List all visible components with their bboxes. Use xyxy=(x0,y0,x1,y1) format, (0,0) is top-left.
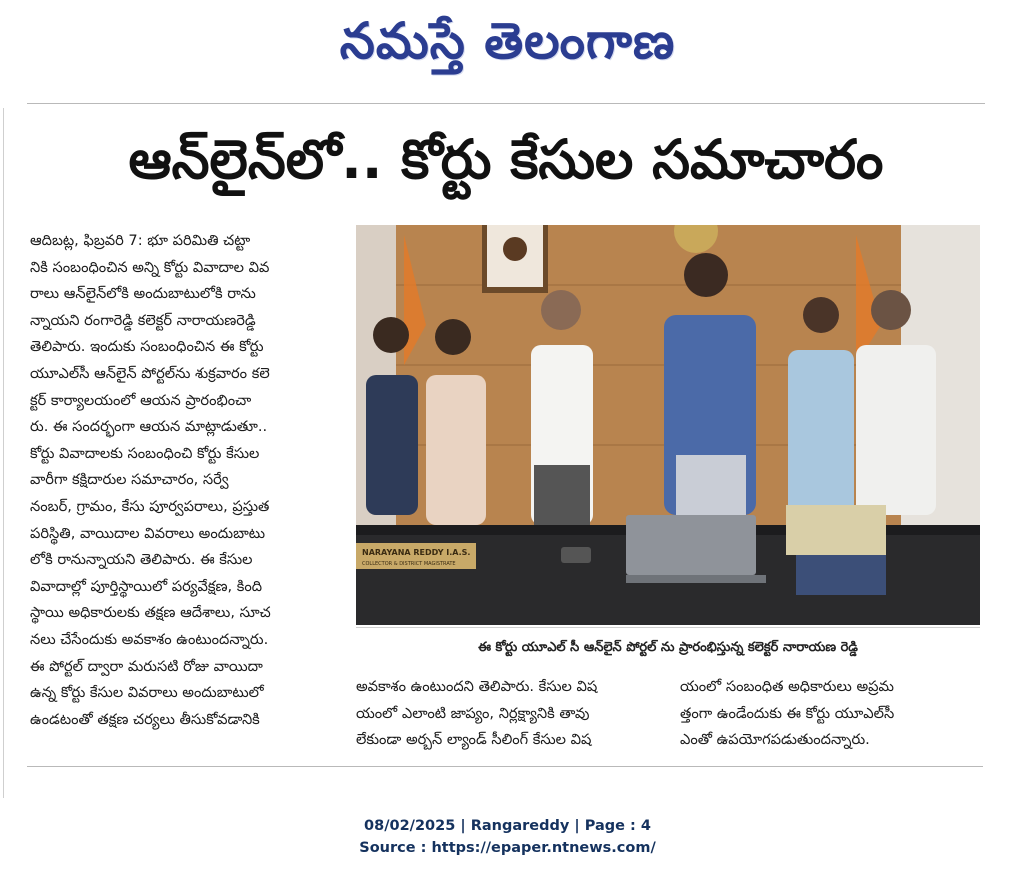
article-text-line: తెలిపారు. ఇందుకు సంబంధించిన ఈ కోర్టు xyxy=(30,338,264,356)
article-text-line: ఆదిబట్ల, ఫిబ్రవరి 7: భూ పరిమితి చట్టా xyxy=(30,232,251,249)
article-text-line: లేకుండా అర్బన్ ల్యాండ్ సీలింగ్ కేసుల విష xyxy=(356,731,592,749)
article-text-line: త్తంగా ఉండేందుకు ఈ కోర్టు యూఎల్‌సీ xyxy=(680,704,895,722)
article-text-line: నలు చేసేందుకు అవకాశం ఉంటుందన్నారు. xyxy=(30,630,269,648)
bottom-rule xyxy=(27,766,983,767)
footer-source-link[interactable]: Source : https://epaper.ntnews.com/ xyxy=(359,840,656,856)
article-text-line: రు. ఈ సందర్భంగా ఆయన మాట్లాడుతూ.. xyxy=(30,418,268,436)
article-text-line: వివాదాల్లో పూర్తిస్థాయిలో పర్యవేక్షణ, కింది xyxy=(30,577,263,595)
article-text-line: ఈ పోర్టల్ ద్వారా మరుసటి రోజు వాయిదా xyxy=(30,657,263,675)
article-column-bottom-right xyxy=(680,674,980,754)
top-rule xyxy=(27,103,985,104)
article-text-line: యంలో ఎలాంటి జాప్యం, నిర్లక్ష్యానికి తావు xyxy=(356,704,590,722)
article-text-line: న్నాయని రంగారెడ్డి కలెక్టర్ నారాయణరెడ్డి xyxy=(30,311,256,329)
article-text-line: నికి సంబంధించిన అన్ని కోర్టు వివాదాల వివ xyxy=(30,258,270,276)
article-column-left xyxy=(30,228,354,733)
nameplate-text: NARAYANA REDDY I.A.S. xyxy=(362,548,471,557)
article-text-line: క్టర్ కార్యాలయంలో ఆయన ప్రారంభించా xyxy=(30,391,252,409)
masthead xyxy=(0,0,1015,90)
article-text-line: కోర్టు వివాదాలకు సంబంధించి కోర్టు కేసుల xyxy=(30,444,260,462)
article-text-line: వారీగా కక్షిదారుల సమాచారం, సర్వే xyxy=(30,471,229,489)
caption-rule xyxy=(356,627,980,628)
article-text-line: పరిస్థితి, వాయిదాల వివరాలు అందుబాటు xyxy=(30,524,266,542)
article-text-line: యంలో సంబంధిత అధికారులు అప్రమ xyxy=(680,678,894,695)
newspaper-logo: నమస్తే తెలంగాణ xyxy=(339,12,676,70)
article-photo xyxy=(356,225,980,625)
article-text-line: లోకి రానున్నాయని తెలిపారు. ఈ కేసుల xyxy=(30,551,253,569)
left-border-rule xyxy=(3,108,4,798)
footer-date-edition: 08/02/2025 | Rangareddy | Page : 4 xyxy=(364,818,651,834)
article-text-line: ఉండటంతో తక్షణ చర్యలు తీసుకోవడానికి xyxy=(30,710,260,728)
footer xyxy=(0,815,1015,859)
nameplate-subtext: COLLECTOR & DISTRICT MAGISTRATE xyxy=(362,561,456,567)
article-headline: ఆన్‌లైన్‌లో.. కోర్టు కేసుల సమాచారం xyxy=(128,128,884,191)
article-text-line: ఉన్న కోర్టు కేసుల వివరాలు అందుబాటులో xyxy=(30,684,264,702)
article-text-line: యూఎల్‌సీ ఆన్‌లైన్ పోర్టల్‌ను శుక్రవారం కలె xyxy=(30,364,270,382)
article-text-line: ఎంతో ఉపయోగపడుతుందన్నారు. xyxy=(680,731,870,749)
photo-caption: ఈ కోర్టు యూఎల్ సీ ఆన్‌లైన్ పోర్టల్ ను ప్రారంభిస్తున్న కలెక్టర్ నారాయణ రెడ్డి xyxy=(478,640,858,655)
article-text-line: అవకాశం ఉంటుందని తెలిపారు. కేసుల విష xyxy=(356,678,598,695)
article-column-bottom-middle xyxy=(356,674,656,754)
article-text-line: నంబర్, గ్రామం, కేసు పూర్వపరాలు, ప్రస్తుత xyxy=(30,497,270,515)
article-text-line: రాలు ఆన్‌లైన్‌లోకి అందుబాటులోకి రాను xyxy=(30,285,256,303)
article-text-line: స్థాయి అధికారులకు తక్షణ ఆదేశాలు, సూచ xyxy=(30,604,271,622)
